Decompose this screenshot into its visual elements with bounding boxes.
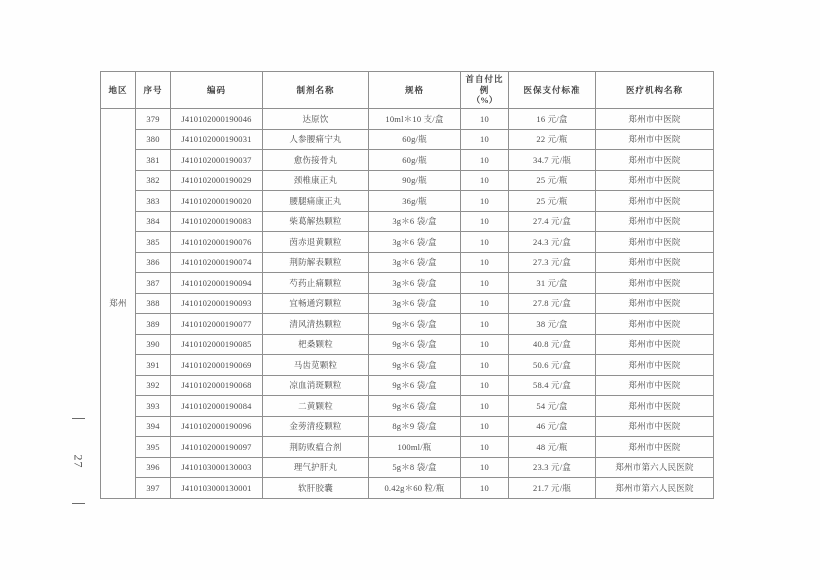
cell-ratio: 10 xyxy=(461,252,509,273)
cell-code: J410102000190083 xyxy=(171,211,263,232)
cell-serial: 397 xyxy=(136,478,171,499)
table-header-row xyxy=(101,72,714,109)
table-row xyxy=(101,129,714,150)
cell-serial: 385 xyxy=(136,232,171,253)
cell-name: 愈伤接骨丸 xyxy=(263,150,369,171)
cell-standard: 27.3 元/盒 xyxy=(509,252,596,273)
cell-standard: 27.8 元/盒 xyxy=(509,293,596,314)
cell-standard: 38 元/盒 xyxy=(509,314,596,335)
cell-serial: 392 xyxy=(136,375,171,396)
cell-org: 郑州市中医院 xyxy=(596,109,714,130)
cell-name: 二黄颗粒 xyxy=(263,396,369,417)
cell-org: 郑州市中医院 xyxy=(596,396,714,417)
cell-spec: 3g＊6 袋/盒 xyxy=(369,211,461,232)
cell-code: J410102000190076 xyxy=(171,232,263,253)
cell-org: 郑州市中医院 xyxy=(596,211,714,232)
table-body xyxy=(101,109,714,499)
table-row xyxy=(101,437,714,458)
cell-code: J410102000190085 xyxy=(171,334,263,355)
cell-standard: 50.6 元/盒 xyxy=(509,355,596,376)
cell-serial: 383 xyxy=(136,191,171,212)
cell-code: J410102000190093 xyxy=(171,293,263,314)
header-serial: 序号 xyxy=(136,72,171,109)
header-spec: 规格 xyxy=(369,72,461,109)
cell-standard: 23.3 元/盒 xyxy=(509,457,596,478)
cell-org: 郑州市中医院 xyxy=(596,375,714,396)
cell-ratio: 10 xyxy=(461,334,509,355)
cell-code: J410102000190096 xyxy=(171,416,263,437)
cell-spec: 8g＊9 袋/盒 xyxy=(369,416,461,437)
cell-org: 郑州市中医院 xyxy=(596,355,714,376)
cell-org: 郑州市中医院 xyxy=(596,416,714,437)
cell-code: J410102000190068 xyxy=(171,375,263,396)
cell-code: J410102000190069 xyxy=(171,355,263,376)
cell-ratio: 10 xyxy=(461,457,509,478)
cell-spec: 9g＊6 袋/盒 xyxy=(369,396,461,417)
cell-name: 达原饮 xyxy=(263,109,369,130)
cell-spec: 9g＊6 袋/盒 xyxy=(369,334,461,355)
cell-standard: 54 元/盒 xyxy=(509,396,596,417)
cell-code: J410102000190077 xyxy=(171,314,263,335)
cell-ratio: 10 xyxy=(461,191,509,212)
cell-standard: 46 元/盒 xyxy=(509,416,596,437)
cell-spec: 3g＊6 袋/盒 xyxy=(369,232,461,253)
cell-ratio: 10 xyxy=(461,211,509,232)
cell-code: J410102000190020 xyxy=(171,191,263,212)
region-cell: 郑州 xyxy=(101,109,136,499)
cell-spec: 100ml/瓶 xyxy=(369,437,461,458)
cell-spec: 9g＊6 袋/盒 xyxy=(369,314,461,335)
cell-standard: 40.8 元/盒 xyxy=(509,334,596,355)
cell-serial: 388 xyxy=(136,293,171,314)
cell-standard: 24.3 元/盒 xyxy=(509,232,596,253)
cell-serial: 395 xyxy=(136,437,171,458)
page-number-value: 27 xyxy=(71,454,86,468)
cell-serial: 387 xyxy=(136,273,171,294)
cell-code: J410102000190074 xyxy=(171,252,263,273)
cell-serial: 396 xyxy=(136,457,171,478)
table-row xyxy=(101,416,714,437)
header-payment-standard: 医保支付标准 xyxy=(509,72,596,109)
cell-name: 理气护肝丸 xyxy=(263,457,369,478)
cell-serial: 389 xyxy=(136,314,171,335)
page-number-dash-bottom xyxy=(72,503,85,504)
cell-name: 芍药止痛颗粒 xyxy=(263,273,369,294)
cell-org: 郑州市中医院 xyxy=(596,437,714,458)
cell-spec: 0.42g＊60 粒/瓶 xyxy=(369,478,461,499)
cell-serial: 393 xyxy=(136,396,171,417)
cell-ratio: 10 xyxy=(461,478,509,499)
cell-name: 凉血消斑颗粒 xyxy=(263,375,369,396)
cell-code: J410103000130001 xyxy=(171,478,263,499)
cell-ratio: 10 xyxy=(461,375,509,396)
cell-org: 郑州市第六人民医院 xyxy=(596,457,714,478)
cell-name: 金蒡清疫颗粒 xyxy=(263,416,369,437)
cell-ratio: 10 xyxy=(461,170,509,191)
cell-code: J410102000190097 xyxy=(171,437,263,458)
cell-standard: 16 元/盒 xyxy=(509,109,596,130)
cell-name: 人参腰痛宁丸 xyxy=(263,129,369,150)
table-header xyxy=(101,72,714,109)
cell-serial: 391 xyxy=(136,355,171,376)
cell-standard: 21.7 元/瓶 xyxy=(509,478,596,499)
header-code: 编码 xyxy=(171,72,263,109)
cell-spec: 9g＊6 袋/盒 xyxy=(369,375,461,396)
table-row xyxy=(101,375,714,396)
header-institution: 医疗机构名称 xyxy=(596,72,714,109)
cell-name: 荆防败瘟合剂 xyxy=(263,437,369,458)
cell-code: J410103000130003 xyxy=(171,457,263,478)
table-row xyxy=(101,232,714,253)
cell-name: 宜畅通窍颗粒 xyxy=(263,293,369,314)
cell-ratio: 10 xyxy=(461,314,509,335)
cell-ratio: 10 xyxy=(461,273,509,294)
cell-code: J410102000190031 xyxy=(171,129,263,150)
cell-name: 荆防解表颗粒 xyxy=(263,252,369,273)
cell-name: 茵赤退黄颗粒 xyxy=(263,232,369,253)
table-row xyxy=(101,191,714,212)
cell-ratio: 10 xyxy=(461,416,509,437)
cell-spec: 60g/瓶 xyxy=(369,150,461,171)
table-row xyxy=(101,252,714,273)
cell-spec: 5g＊8 袋/盒 xyxy=(369,457,461,478)
cell-spec: 3g＊6 袋/盒 xyxy=(369,293,461,314)
table-row xyxy=(101,170,714,191)
cell-standard: 31 元/盒 xyxy=(509,273,596,294)
table-row xyxy=(101,478,714,499)
cell-org: 郑州市中医院 xyxy=(596,170,714,191)
cell-spec: 90g/瓶 xyxy=(369,170,461,191)
cell-spec: 10ml＊10 支/盒 xyxy=(369,109,461,130)
cell-org: 郑州市中医院 xyxy=(596,129,714,150)
cell-standard: 48 元/瓶 xyxy=(509,437,596,458)
cell-org: 郑州市中医院 xyxy=(596,293,714,314)
cell-ratio: 10 xyxy=(461,109,509,130)
cell-ratio: 10 xyxy=(461,150,509,171)
table-row xyxy=(101,457,714,478)
medical-preparations-table xyxy=(100,71,714,499)
page-number-dash-top xyxy=(72,418,85,419)
cell-spec: 3g＊6 袋/盒 xyxy=(369,252,461,273)
cell-ratio: 10 xyxy=(461,355,509,376)
cell-serial: 390 xyxy=(136,334,171,355)
cell-ratio: 10 xyxy=(461,232,509,253)
cell-name: 腰腿痛康正丸 xyxy=(263,191,369,212)
cell-org: 郑州市中医院 xyxy=(596,273,714,294)
cell-serial: 380 xyxy=(136,129,171,150)
header-region: 地区 xyxy=(101,72,136,109)
cell-standard: 27.4 元/盒 xyxy=(509,211,596,232)
cell-name: 杷桑颗粒 xyxy=(263,334,369,355)
cell-org: 郑州市第六人民医院 xyxy=(596,478,714,499)
table-row xyxy=(101,109,714,130)
cell-spec: 36g/瓶 xyxy=(369,191,461,212)
cell-code: J410102000190029 xyxy=(171,170,263,191)
header-copay-ratio-line2: （%） xyxy=(471,95,498,106)
cell-standard: 25 元/瓶 xyxy=(509,170,596,191)
table-row xyxy=(101,293,714,314)
cell-org: 郑州市中医院 xyxy=(596,334,714,355)
cell-org: 郑州市中医院 xyxy=(596,314,714,335)
cell-serial: 379 xyxy=(136,109,171,130)
cell-standard: 25 元/瓶 xyxy=(509,191,596,212)
cell-serial: 394 xyxy=(136,416,171,437)
table-row xyxy=(101,211,714,232)
cell-name: 柴葛解热颗粒 xyxy=(263,211,369,232)
cell-org: 郑州市中医院 xyxy=(596,252,714,273)
cell-spec: 60g/瓶 xyxy=(369,129,461,150)
cell-spec: 9g＊6 袋/盒 xyxy=(369,355,461,376)
cell-standard: 34.7 元/瓶 xyxy=(509,150,596,171)
header-preparation-name: 制剂名称 xyxy=(263,72,369,109)
table-row xyxy=(101,150,714,171)
cell-name: 软肝胶囊 xyxy=(263,478,369,499)
cell-ratio: 10 xyxy=(461,129,509,150)
cell-org: 郑州市中医院 xyxy=(596,191,714,212)
table-row xyxy=(101,396,714,417)
cell-org: 郑州市中医院 xyxy=(596,150,714,171)
cell-ratio: 10 xyxy=(461,293,509,314)
cell-standard: 58.4 元/盒 xyxy=(509,375,596,396)
table-row xyxy=(101,273,714,294)
cell-name: 马齿苋颗粒 xyxy=(263,355,369,376)
cell-serial: 386 xyxy=(136,252,171,273)
cell-name: 颈椎康正丸 xyxy=(263,170,369,191)
cell-code: J410102000190084 xyxy=(171,396,263,417)
cell-standard: 22 元/瓶 xyxy=(509,129,596,150)
cell-serial: 384 xyxy=(136,211,171,232)
table-row xyxy=(101,314,714,335)
cell-code: J410102000190094 xyxy=(171,273,263,294)
cell-ratio: 10 xyxy=(461,396,509,417)
header-copay-ratio-line1: 首自付比例 xyxy=(465,74,504,95)
cell-name: 清风清热颗粒 xyxy=(263,314,369,335)
cell-spec: 3g＊6 袋/盒 xyxy=(369,273,461,294)
cell-serial: 382 xyxy=(136,170,171,191)
cell-code: J410102000190046 xyxy=(171,109,263,130)
cell-code: J410102000190037 xyxy=(171,150,263,171)
table-row xyxy=(101,355,714,376)
cell-serial: 381 xyxy=(136,150,171,171)
table-row xyxy=(101,334,714,355)
header-copay-ratio xyxy=(461,72,509,109)
cell-ratio: 10 xyxy=(461,437,509,458)
page-number xyxy=(64,418,92,504)
cell-org: 郑州市中医院 xyxy=(596,232,714,253)
